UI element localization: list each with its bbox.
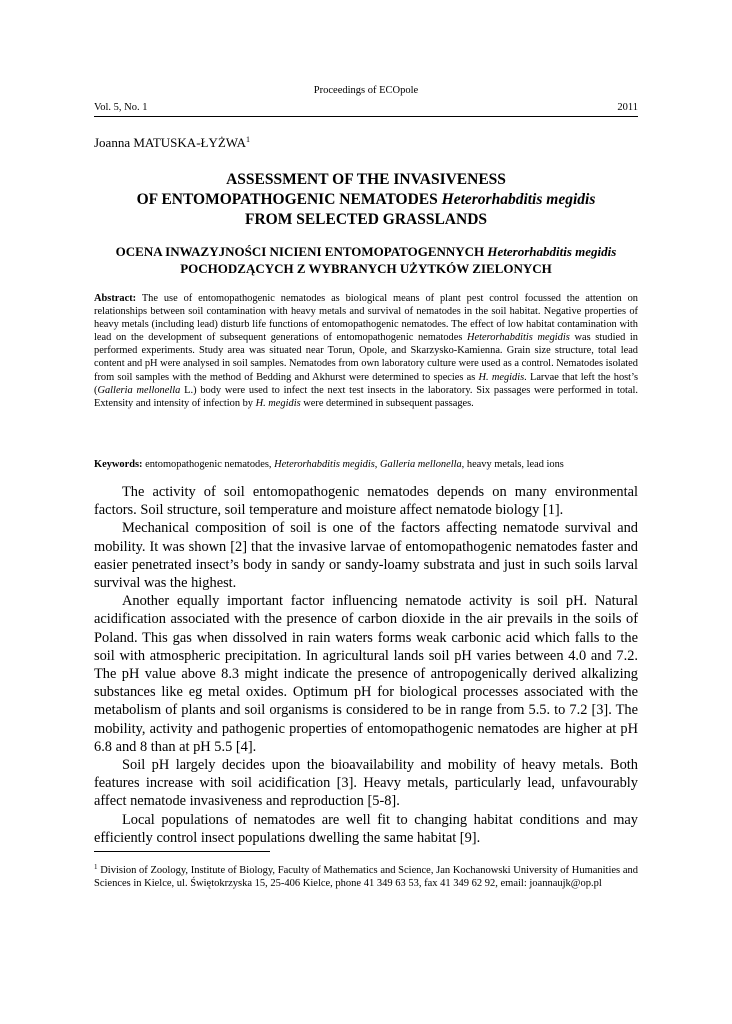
footnote-divider <box>94 851 270 852</box>
volume-number: Vol. 5, No. 1 <box>94 102 148 113</box>
keywords-label: Keywords: <box>94 459 143 470</box>
title-line-1: ASSESSMENT OF THE INVASIVENESS <box>226 171 506 188</box>
paper-title <box>94 170 638 230</box>
subtitle-part-1: OCENA INWAZYJNOŚCI NICIENI ENTOMOPATOGENNYCH <box>115 244 488 259</box>
keywords-text-1: entomopathogenic nematodes, <box>142 459 275 470</box>
abstract-text-3: . Larvae that left the host’s ( <box>94 371 638 396</box>
paper-subtitle <box>94 243 638 277</box>
abstract-label: Abstract: <box>94 293 137 304</box>
abstract-text-1: The use of entomopathogenic nematodes as biological means of plant pest control focussed the attention on relationships between soil contamination with heavy metals and survival of nematodes in the soil habitat. Negative properties of heavy metals (including lead) disturb life functions of entomopathogenic nematodes. The effect of low habitat contamination with lead on the development of subsequent generations of entomopathogenic nematodes <box>94 293 638 344</box>
keywords-italic-2: Galleria mellonella <box>380 459 462 470</box>
abstract-italic-4: H. megidis <box>255 397 301 409</box>
author-footnote-mark: 1 <box>246 135 251 144</box>
keywords-text-2: , <box>374 459 380 470</box>
body-paragraph-4: Soil pH largely decides upon the bioavailability and mobility of heavy metals. Both features increase with soil acidification [3]. Heavy metals, particularly lead, unfavourably affect nematode invasiveness and reproduction [5-8]. <box>94 757 638 810</box>
footnote-text: Division of Zoology, Institute of Biology, Faculty of Mathematics and Science, Jan Kochanowski University of Humanities and Sciences in Kielce, ul. Świętokrzyska 15, 25-406 Kielce, phone 41 349 63 53, fax 41 349 62 92, email: joannaujk@op.pl <box>94 865 638 890</box>
abstract-text-4: L.) body were used to infect the next test insects in the laboratory. Six passages were performed in total. Extensity and intensity of infection by <box>94 384 639 409</box>
body-paragraph-1: The activity of soil entomopathogenic nematodes depends on many environmental factors. Soil structure, soil temperature and moisture affect nematode biology [1]. <box>94 484 638 519</box>
author-name: Joanna MATUSKA-ŁYŻWA <box>94 135 247 150</box>
abstract-italic-2: H. megidis <box>478 371 525 383</box>
keywords <box>94 458 638 471</box>
title-line-2 <box>94 190 638 210</box>
abstract-text-2: was studied in performed experiments. Study area was situated near Torun, Opole, and Skarzysko-Kamienna. Grain size structure, total lead content and pH were analysed in soil samples. Nematodes from own laboratory culture were used as a control. Nematodes isolated from soil samples with the method of Bedding and Akhurst were determined to species as <box>94 332 638 383</box>
keywords-italic-1: Heterorhabditis megidis <box>274 459 375 470</box>
body-text <box>94 483 638 847</box>
abstract-text-5: were determined in subsequent passages. <box>300 397 474 409</box>
publication-year: 2011 <box>617 102 638 113</box>
volume-row <box>94 101 638 117</box>
title-species: Heterorhabditis megidis <box>441 191 596 208</box>
journal-name: Proceedings of ECOpole <box>313 85 419 96</box>
footnote-mark: 1 <box>94 863 98 871</box>
footnote <box>94 861 638 891</box>
author-line <box>94 135 250 151</box>
title-line-2-text: OF ENTOMOPATHOGENIC NEMATODES <box>136 191 442 208</box>
subtitle-part-2: POCHODZĄCYCH Z WYBRANYCH UŻYTKÓW ZIELONYCH <box>180 261 552 276</box>
subtitle-species: Heterorhabditis megidis <box>487 244 617 259</box>
body-paragraph-5: Local populations of nematodes are well fit to changing habitat conditions and may efficiently control insect populations dwelling the same habitat [9]. <box>94 811 638 846</box>
body-paragraph-2: Mechanical composition of soil is one of the factors affecting nematode survival and mobility. It was shown [2] that the invasive larvae of entomopathogenic nematodes faster and easier penetrated insect’s body in sandy or sandy-loamy substrata and just in such soils larval survival was the highest. <box>94 520 638 592</box>
abstract-italic-1: Heterorhabditis megidis <box>467 332 570 344</box>
title-line-3: FROM SELECTED GRASSLANDS <box>244 211 488 228</box>
keywords-text-3: , heavy metals, lead ions <box>461 459 564 470</box>
abstract-italic-3: Galleria mellonella <box>97 384 181 396</box>
body-paragraph-3: Another equally important factor influencing nematode activity is soil pH. Natural acidification associated with the presence of carbon dioxide in the air prevails in the soils of Poland. This gas when dissolved in rain waters forms weak carbonic acid which falls to the soil with atmospheric precipitation. In agricultural lands soil pH varies between 4.0 and 7.2. The pH value above 8.3 might indicate the presence of antropogenically derived alkalizing substances like eg metal oxides. Optimum pH for biological processes associated with the metabolism of plants and soil organisms is considered to be in range from 5.5. to 7.2 [3]. The mobility, activity and pathogenic properties of entomopathogenic nematodes are higher at pH 6.8 and 8 than at pH 5.5 [4]. <box>94 593 638 755</box>
abstract <box>94 292 638 410</box>
